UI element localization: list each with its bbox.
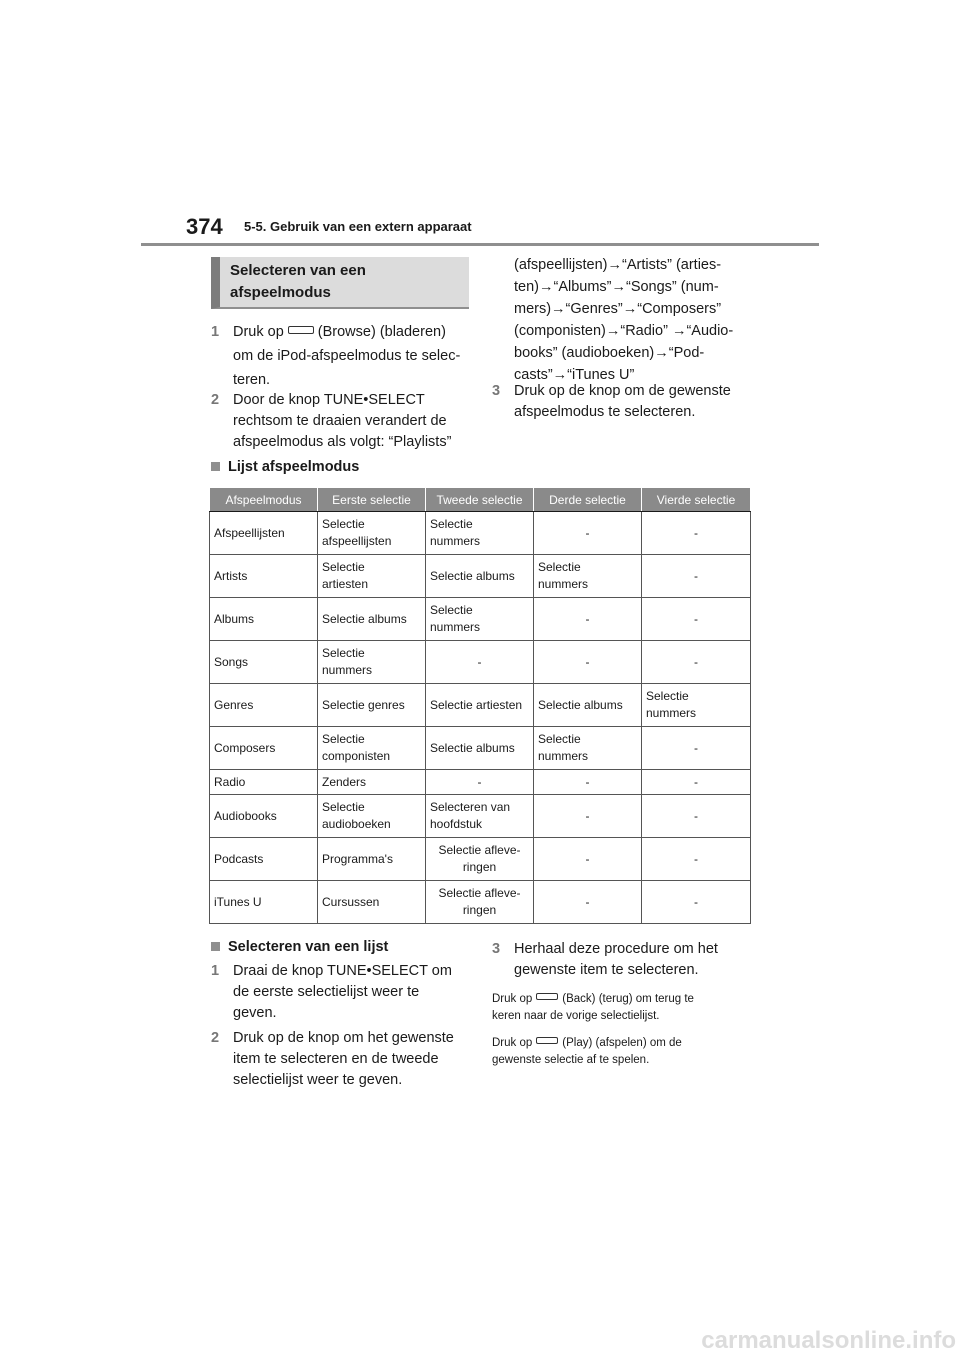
table-cell: Selectie genres xyxy=(318,684,426,727)
table-cell: - xyxy=(534,641,642,684)
table-row xyxy=(210,795,751,838)
table-cell: Zenders xyxy=(318,770,426,795)
table-header-cell: Derde selectie xyxy=(534,488,642,512)
select-list-heading xyxy=(211,939,388,955)
square-bullet-icon xyxy=(211,942,220,951)
step-text: geven. xyxy=(233,1005,277,1021)
table-cell: Selectie nummers xyxy=(642,684,751,727)
table-header-cell: Tweede selectie xyxy=(426,488,534,512)
step-text: de eerste selectielijst weer te xyxy=(233,984,420,1000)
step-text: om de iPod-afspeelmodus te selec- xyxy=(233,348,461,364)
table-cell: Albums xyxy=(210,598,318,641)
table-cell: - xyxy=(642,770,751,795)
table-row xyxy=(210,555,751,598)
table-row xyxy=(210,727,751,770)
table-row xyxy=(210,684,751,727)
step-text: rechtsom te draaien verandert de xyxy=(233,413,447,429)
note-play xyxy=(492,1035,762,1069)
table-cell: Selectie nummers xyxy=(534,727,642,770)
section-heading-line2: afspeelmodus xyxy=(230,284,331,301)
table-header-cell: Eerste selectie xyxy=(318,488,426,512)
table-cell: Selectie nummers xyxy=(426,598,534,641)
note-text: Druk op xyxy=(492,1037,533,1049)
table-cell: iTunes U xyxy=(210,881,318,924)
section-heading xyxy=(211,257,469,309)
step-text: afspeelmodus te selecteren. xyxy=(514,404,696,420)
list-heading xyxy=(211,459,359,475)
step-text: (Browse) (bladeren) xyxy=(317,324,446,340)
table-cell: - xyxy=(642,555,751,598)
list-heading-text: Lijst afspeelmodus xyxy=(228,459,360,475)
step-number: 2 xyxy=(211,1030,220,1046)
page-number: 374 xyxy=(186,214,223,239)
step-text: Druk op xyxy=(233,324,284,340)
text-line: mers)→“Genres”→“Composers” xyxy=(514,301,722,317)
step-2-tune-select xyxy=(211,390,471,453)
table-cell: Selectie albums xyxy=(318,598,426,641)
table-cell: Composers xyxy=(210,727,318,770)
table-cell: Selecteren van hoofdstuk xyxy=(426,795,534,838)
table-cell: Afspeellijsten xyxy=(210,512,318,555)
note-back xyxy=(492,991,762,1025)
play-button-icon xyxy=(536,1037,558,1044)
table-cell: Cursussen xyxy=(318,881,426,924)
table-cell: - xyxy=(534,770,642,795)
step-text: teren. xyxy=(233,372,271,388)
table-cell: Selectie aflevе- ringen xyxy=(426,838,534,881)
table-cell: - xyxy=(642,512,751,555)
table-cell: Selectie albums xyxy=(426,555,534,598)
note-text: Druk op xyxy=(492,993,533,1005)
note-text: (Play) (afspelen) om de xyxy=(562,1037,682,1049)
step-number: 2 xyxy=(211,392,220,408)
watermark-logo xyxy=(660,1318,960,1358)
table-cell: Selectie nummers xyxy=(534,555,642,598)
note-text: keren naar de vorige selectielijst. xyxy=(492,1010,660,1022)
table-cell: - xyxy=(642,838,751,881)
step-text: item te selecteren en de tweede xyxy=(233,1051,439,1067)
step-text: selectielijst weer te geven. xyxy=(233,1072,403,1088)
table-cell: - xyxy=(534,795,642,838)
step-1-browse xyxy=(211,322,471,391)
table-cell: Selectie artiesten xyxy=(318,555,426,598)
table-cell: Selectie afspeellijsten xyxy=(318,512,426,555)
step-number: 3 xyxy=(492,941,501,957)
table-cell: - xyxy=(642,881,751,924)
table-row xyxy=(210,598,751,641)
table-row xyxy=(210,881,751,924)
table-cell: Selectie artiesten xyxy=(426,684,534,727)
step-text: Druk op de knop om de gewenste xyxy=(514,383,731,399)
table-cell: - xyxy=(534,838,642,881)
text-line: casts”→“iTunes U” xyxy=(514,367,635,383)
step-text: Draai de knop TUNE•SELECT om xyxy=(233,963,452,979)
list-step-1 xyxy=(211,961,471,1024)
table-header-cell: Vierde selectie xyxy=(642,488,751,512)
text-line: ten)→“Albums”→“Songs” (num- xyxy=(514,279,719,295)
table-cell: Genres xyxy=(210,684,318,727)
step-number: 1 xyxy=(211,324,220,340)
table-cell: - xyxy=(642,727,751,770)
header-rule xyxy=(141,243,819,246)
text-line: books” (audioboeken)→“Pod- xyxy=(514,345,705,361)
svg-text:carmanualsonline.info: carmanualsonline.info xyxy=(701,1327,956,1354)
step-text: Door de knop TUNE•SELECT xyxy=(233,392,425,408)
table-cell: Selectie nummers xyxy=(318,641,426,684)
step-3-confirm xyxy=(492,381,762,423)
step-text: Druk op de knop om het gewenste xyxy=(233,1030,454,1046)
list-step-3 xyxy=(492,939,762,981)
square-bullet-icon xyxy=(211,462,220,471)
browse-button-icon xyxy=(288,326,314,334)
table-row xyxy=(210,641,751,684)
table-cell: Selectie componisten xyxy=(318,727,426,770)
table-cell: Audiobooks xyxy=(210,795,318,838)
table-cell: - xyxy=(534,512,642,555)
table-cell: Selectie audioboeken xyxy=(318,795,426,838)
table-cell: Radio xyxy=(210,770,318,795)
table-cell: - xyxy=(426,641,534,684)
table-cell: Selectie nummers xyxy=(426,512,534,555)
table-cell: Selectie albums xyxy=(426,727,534,770)
text-line: (componisten)→“Radio” →“Audio- xyxy=(514,323,734,339)
table-header-row xyxy=(210,488,751,512)
step-number: 1 xyxy=(211,963,220,979)
table-cell: Selectie aflevе- ringen xyxy=(426,881,534,924)
table-cell: - xyxy=(426,770,534,795)
table-header-cell: Afspeelmodus xyxy=(210,488,318,512)
table-row xyxy=(210,770,751,795)
step-text: afspeelmodus als volgt: “Playlists” xyxy=(233,434,452,450)
mode-sequence-text xyxy=(514,254,764,386)
back-button-icon xyxy=(536,993,558,1000)
chapter-title: 5-5. Gebruik van een extern apparaat xyxy=(244,219,472,234)
step-text: gewenste item te selecteren. xyxy=(514,962,699,978)
step-text: Herhaal deze procedure om het xyxy=(514,941,718,957)
table-cell: Programma's xyxy=(318,838,426,881)
section-heading-line1: Selecteren van een xyxy=(230,262,366,279)
table-cell: Podcasts xyxy=(210,838,318,881)
select-list-heading-text: Selecteren van een lijst xyxy=(228,939,389,955)
table-cell: - xyxy=(642,598,751,641)
table-row xyxy=(210,512,751,555)
list-step-2 xyxy=(211,1028,471,1091)
table-cell: - xyxy=(534,598,642,641)
text-line: (afspeellijsten)→“Artists” (arties- xyxy=(514,257,722,273)
table-row xyxy=(210,838,751,881)
playback-mode-table xyxy=(209,487,751,924)
table-cell: - xyxy=(642,641,751,684)
table-cell: Songs xyxy=(210,641,318,684)
note-text: (Back) (terug) om terug te xyxy=(562,993,694,1005)
table-cell: Artists xyxy=(210,555,318,598)
note-text: gewenste selectie af te spelen. xyxy=(492,1054,650,1066)
table-cell: Selectie albums xyxy=(534,684,642,727)
step-number: 3 xyxy=(492,383,501,399)
table-cell: - xyxy=(642,795,751,838)
table-cell: - xyxy=(534,881,642,924)
